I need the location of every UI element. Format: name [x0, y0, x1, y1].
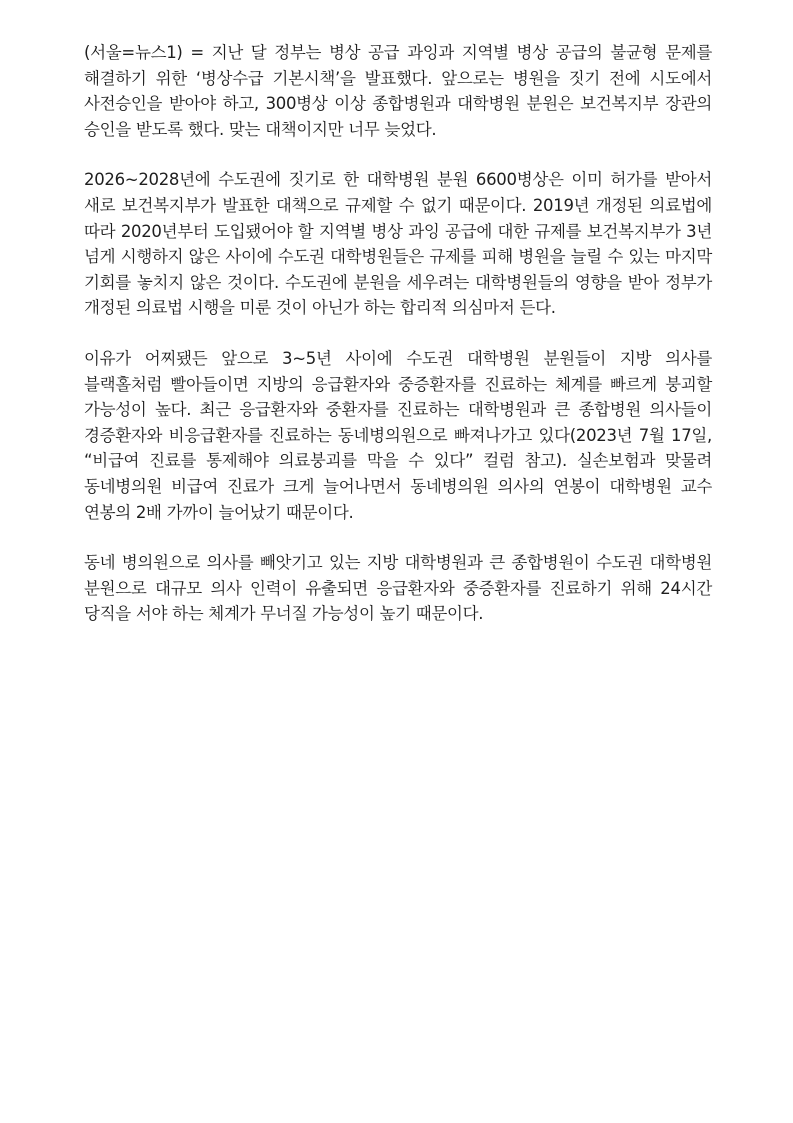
- article-body: [84, 40, 712, 652]
- paragraph-2: 2026~2028년에 수도권에 짓기로 한 대학병원 분원 6600병상은 이미 허가를 받아서 새로 보건복지부가 발표한 대책으로 규제할 수 없기 때문이다. 2019년 개정된 의료법에 따라 2020년부터 도입됐어야 할 지역별 병상 과잉 공급에 대한 규제를 보건복지부가 3년 넘게 시행하지 않은 사이에 수도권 대학병원들은 규제를 피해 병원을 늘릴 수 있는 마지막 기회를 놓치지 않은 것이다. 수도권에 분원을 세우려는 대학병원들의 영향을 받아 정부가 개정된 의료법 시행을 미룬 것이 아닌가 하는 합리적 의심마저 든다.: [84, 170, 712, 318]
- paragraph-1: (서울=뉴스1) = 지난 달 정부는 병상 공급 과잉과 지역별 병상 공급의 불균형 문제를 해결하기 위한 ‘병상수급 기본시책’을 발표했다. 앞으로는 병원을 짓기 전에 시도에서 사전승인을 받아야 하고, 300병상 이상 종합병원과 대학병원 분원은 보건복지부 장관의 승인을 받도록 했다. 맞는 대책이지만 너무 늦었다.: [84, 43, 712, 139]
- paragraph-4: 동네 병의원으로 의사를 빼앗기고 있는 지방 대학병원과 큰 종합병원이 수도권 대학병원 분원으로 대규모 의사 인력이 유출되면 응급환자와 중증환자를 진료하기 위해 24시간 당직을 서야 하는 체계가 무너질 가능성이 높기 때문이다.: [84, 553, 712, 624]
- paragraph-3: 이유가 어찌됐든 앞으로 3~5년 사이에 수도권 대학병원 분원들이 지방 의사를 블랙홀처럼 빨아들이면 지방의 응급환자와 중증환자를 진료하는 체계를 빠르게 붕괴할 가능성이 높다. 최근 응급환자와 중환자를 진료하는 대학병원과 큰 종합병원 의사들이 경증환자와 비응급환자를 진료하는 동네병의원으로 빠져나가고 있다(2023년 7월 17일, “비급여 진료를 통제해야 의료붕괴를 막을 수 있다” 컬럼 참고). 실손보험과 맞물려 동네병의원 비급여 진료가 크게 늘어나면서 동네병의원 의사의 연봉이 대학병원 교수 연봉의 2배 가까이 늘어났기 때문이다.: [84, 348, 712, 522]
